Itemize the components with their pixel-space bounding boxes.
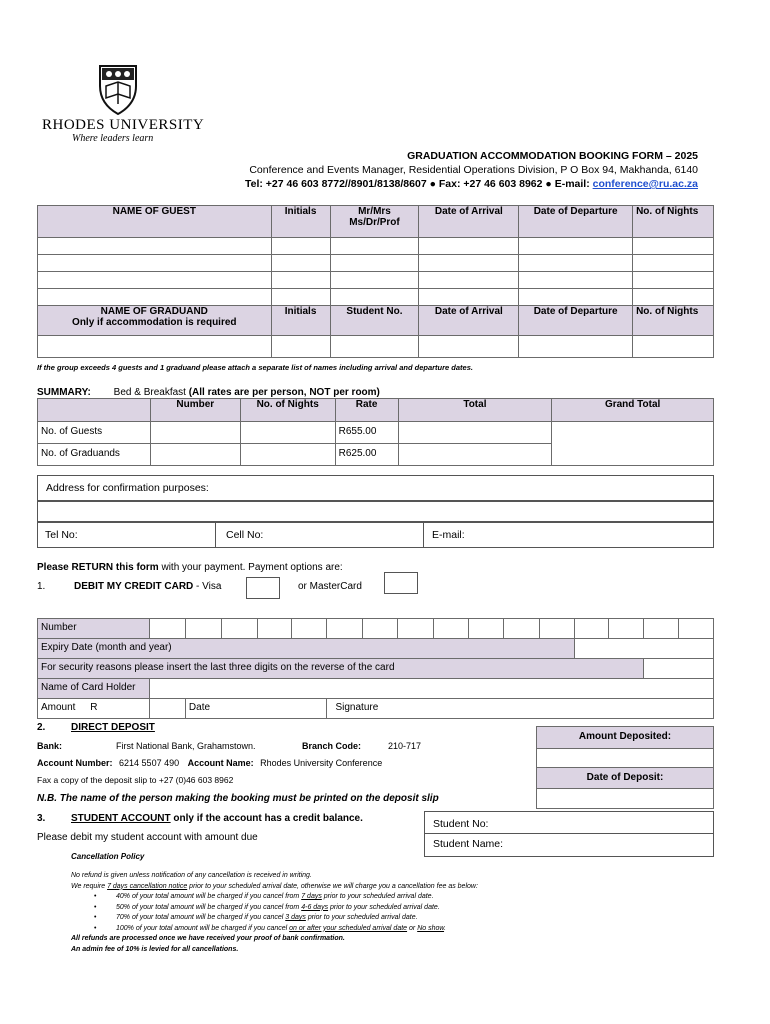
return-bold: Please RETURN this form (37, 562, 159, 573)
graduand-row[interactable] (38, 336, 714, 358)
student-account-title: STUDENT ACCOUNT (71, 813, 171, 824)
card-digit-cell[interactable] (504, 619, 539, 639)
header-graduand-initials: Initials (271, 306, 330, 336)
bullet-icon: • (94, 893, 97, 900)
summary-row-guests (38, 422, 714, 444)
graduands-total-cell[interactable] (398, 444, 552, 466)
text: prior to your scheduled arrival date. (321, 893, 434, 900)
date-of-deposit-label: Date of Deposit: (537, 768, 714, 789)
student-name-label: Student Name: (433, 838, 504, 850)
card-digit-cell[interactable] (185, 619, 221, 639)
cancellation-bullet (71, 892, 711, 903)
amount-cell[interactable] (38, 699, 150, 719)
security-code-input[interactable] (644, 659, 714, 679)
date-of-deposit-input[interactable] (537, 789, 714, 809)
text: on or after your scheduled arrival date (289, 924, 408, 932)
guest-row[interactable] (38, 289, 714, 306)
header-graduand-departure: Date of Departure (519, 306, 633, 336)
mastercard-label: or MasterCard (298, 581, 362, 592)
header-email-label: E-mail: (554, 178, 590, 190)
university-crest (96, 64, 140, 116)
expiry-label: Expiry Date (month and year) (38, 639, 575, 659)
guests-rate: R655.00 (335, 422, 398, 444)
summary-header-number: Number (150, 399, 240, 422)
card-digit-cell[interactable] (149, 619, 185, 639)
cancellation-bullet (71, 903, 711, 914)
summary-header-rate: Rate (335, 399, 398, 422)
option-3-number: 3. (37, 813, 46, 824)
guest-row[interactable] (38, 238, 714, 255)
header-nights: No. of Nights (633, 206, 714, 238)
card-digit-cell[interactable] (644, 619, 679, 639)
summary-heading (37, 387, 380, 398)
guest-row[interactable] (38, 272, 714, 289)
card-digit-cell[interactable] (608, 619, 643, 639)
student-account-rest: only if the account has a credit balance. (170, 813, 363, 824)
header-tel: Tel: +27 46 603 8772//8901/8138/8607 (245, 178, 427, 190)
visa-checkbox[interactable] (246, 577, 280, 599)
text: 4-6 days (301, 903, 329, 911)
header-guest-name: NAME OF GUEST (38, 206, 272, 238)
card-digit-cell[interactable] (469, 619, 504, 639)
option-1-number: 1. (37, 581, 46, 592)
bullet-icon: • (94, 903, 97, 911)
card-digit-cell[interactable] (398, 619, 433, 639)
guest-row[interactable] (38, 255, 714, 272)
card-digit-cell[interactable] (257, 619, 291, 639)
header-title: Mr/Mrs Ms/Dr/Prof (330, 206, 419, 238)
text: . (444, 924, 446, 932)
branch-value: 210-717 (388, 741, 422, 751)
cancellation-line: An admin fee of 10% is levied for all cancellations. (71, 945, 239, 953)
card-digit-cell[interactable] (539, 619, 574, 639)
signature-label: Signature (335, 702, 379, 713)
guests-nights-cell[interactable] (240, 422, 335, 444)
guests-number-cell[interactable] (150, 422, 240, 444)
graduands-number-cell[interactable] (150, 444, 240, 466)
contact-row (37, 522, 714, 548)
graduands-nights-cell[interactable] (240, 444, 335, 466)
return-rest: with your payment. Payment options are: (158, 562, 343, 573)
text: 7 days cancellation notice (107, 882, 188, 890)
card-holder-label: Name of Card Holder (38, 679, 150, 699)
text: No show (417, 924, 445, 932)
visa-label: - Visa (193, 581, 222, 592)
graduands-rate: R625.00 (335, 444, 398, 466)
card-holder-input[interactable] (149, 679, 713, 699)
header-address: Conference and Events Manager, Residential Operations Division, P O Box 94, Makhanda, 6140 (249, 164, 698, 176)
text: 7 days (301, 893, 322, 900)
expiry-input[interactable] (575, 639, 714, 659)
summary-row-label: No. of Guests (38, 422, 151, 444)
bullet-icon: • (94, 924, 97, 932)
grand-total-cell[interactable] (552, 422, 714, 466)
amount-deposited-input[interactable] (537, 749, 714, 768)
card-digit-cell[interactable] (292, 619, 327, 639)
header-email-link[interactable]: conference@ru.ac.za (592, 178, 698, 190)
amount-label: Amount (41, 702, 76, 713)
cancellation-line: No refund is given unless notification of any cancellation is received in writing. (71, 872, 312, 879)
cancellation-line (71, 882, 711, 893)
summary-header-grand-total: Grand Total (552, 399, 714, 422)
amount-value-cell[interactable] (149, 699, 185, 719)
tel-label: Tel No: (45, 529, 78, 541)
branch-label: Branch Code: (302, 741, 362, 751)
group-note: If the group exceeds 4 guests and 1 graduand please attach a separate list of names including arrival and departure dates. (37, 363, 473, 372)
address-field[interactable] (37, 475, 714, 501)
guests-total-cell[interactable] (398, 422, 552, 444)
card-digit-cell[interactable] (222, 619, 257, 639)
card-digit-cell[interactable] (575, 619, 608, 639)
header-graduand-arrival: Date of Arrival (419, 306, 519, 336)
card-digit-cell[interactable] (327, 619, 362, 639)
graduand-header-line2: Only if accommodation is required (72, 317, 237, 328)
deposit-box (536, 726, 714, 809)
summary-row-label: No. of Graduands (38, 444, 151, 466)
header-arrival: Date of Arrival (419, 206, 519, 238)
text: prior to your scheduled arrival date. (328, 903, 440, 911)
signature-cell[interactable] (327, 699, 714, 719)
cancellation-bullet (71, 924, 711, 935)
graduand-header-line1: NAME OF GRADUAND (100, 306, 208, 317)
bullet-icon: ● (429, 178, 436, 190)
student-details-box[interactable] (424, 811, 714, 857)
amount-currency: R (90, 702, 98, 713)
credit-card-label: DEBIT MY CREDIT CARD (74, 581, 194, 592)
header-graduand (38, 306, 272, 336)
account-number-label: Account Number: (37, 758, 113, 768)
amount-deposited-label: Amount Deposited: (537, 727, 714, 749)
option-2-number: 2. (37, 722, 46, 733)
bullet-icon: ● (545, 178, 552, 190)
text: 50% of your total amount will be charged if you cancel from (116, 903, 302, 911)
university-tagline: Where leaders learn (72, 133, 154, 144)
text: 40% of your total amount will be charged if you cancel from (116, 893, 302, 900)
email-label: E-mail: (432, 529, 465, 541)
divider (423, 523, 424, 547)
account-number: 6214 5507 490 (119, 758, 180, 768)
text: or (407, 924, 418, 932)
student-account-heading (71, 813, 363, 824)
header-contacts (245, 178, 698, 190)
text: We require (71, 882, 108, 890)
cancellation-line: All refunds are processed once we have received your proof of bank confirmation. (71, 935, 345, 942)
deposit-nb: N.B. The name of the person making the booking must be printed on the deposit slip (37, 793, 439, 804)
student-debit-note: Please debit my student account with amount due (37, 832, 258, 843)
text: prior to your scheduled arrival date. (305, 914, 418, 921)
fax-note: Fax a copy of the deposit slip to +27 (0)46 603 8962 (37, 775, 234, 785)
card-digit-cell[interactable] (679, 619, 714, 639)
summary-type: Bed & Breakfast (113, 387, 186, 398)
cell-label: Cell No: (226, 529, 264, 541)
header-graduand-nights: No. of Nights (633, 306, 714, 336)
security-label: For security reasons please insert the last three digits on the reverse of the card (38, 659, 644, 679)
student-no-label: Student No: (433, 818, 489, 830)
summary-table (37, 398, 714, 466)
date-label: Date (188, 702, 211, 713)
card-number-label: Number (38, 619, 150, 639)
date-cell[interactable] (185, 699, 327, 719)
university-name: RHODES UNIVERSITY (42, 117, 205, 133)
guest-table (37, 205, 714, 358)
text: 100% of your total amount will be charged if you cancel (116, 924, 290, 932)
account-line (37, 758, 382, 768)
text: 70% of your total amount will be charged if you cancel (116, 914, 286, 921)
option-1-label (74, 581, 221, 592)
header-departure: Date of Departure (519, 206, 633, 238)
card-details-table (37, 618, 714, 719)
account-name-label: Account Name: (187, 758, 254, 768)
card-digit-cell[interactable] (433, 619, 468, 639)
summary-label: SUMMARY: (37, 387, 91, 398)
summary-header-total: Total (398, 399, 552, 422)
bank-value: First National Bank, Grahamstown. (116, 741, 256, 751)
account-name: Rhodes University Conference (260, 758, 383, 768)
bank-label: Bank: (37, 741, 63, 751)
address-line-2[interactable] (37, 501, 714, 522)
cancellation-policy (71, 871, 711, 955)
header-student-no: Student No. (330, 306, 419, 336)
direct-deposit-title: DIRECT DEPOSIT (71, 722, 155, 733)
text: prior to your scheduled arrival date, otherwise we will charge you a cancellation fee as below: (187, 882, 478, 890)
card-digit-cell[interactable] (362, 619, 397, 639)
mastercard-checkbox[interactable] (384, 572, 418, 594)
address-label: Address for confirmation purposes: (46, 482, 209, 494)
return-instruction (37, 562, 343, 573)
cancellation-bullet (71, 913, 711, 924)
header-fax: Fax: +27 46 603 8962 (438, 178, 543, 190)
header-initials: Initials (271, 206, 330, 238)
form-title: GRADUATION ACCOMMODATION BOOKING FORM – 2025 (407, 150, 698, 162)
divider (215, 523, 216, 547)
text: 3 days (285, 914, 306, 921)
summary-rates-note: (All rates are per person, NOT per room) (188, 387, 380, 398)
summary-header-nights: No. of Nights (240, 399, 335, 422)
divider (425, 833, 713, 834)
cancellation-title: Cancellation Policy (71, 852, 145, 861)
bullet-icon: • (94, 914, 97, 921)
